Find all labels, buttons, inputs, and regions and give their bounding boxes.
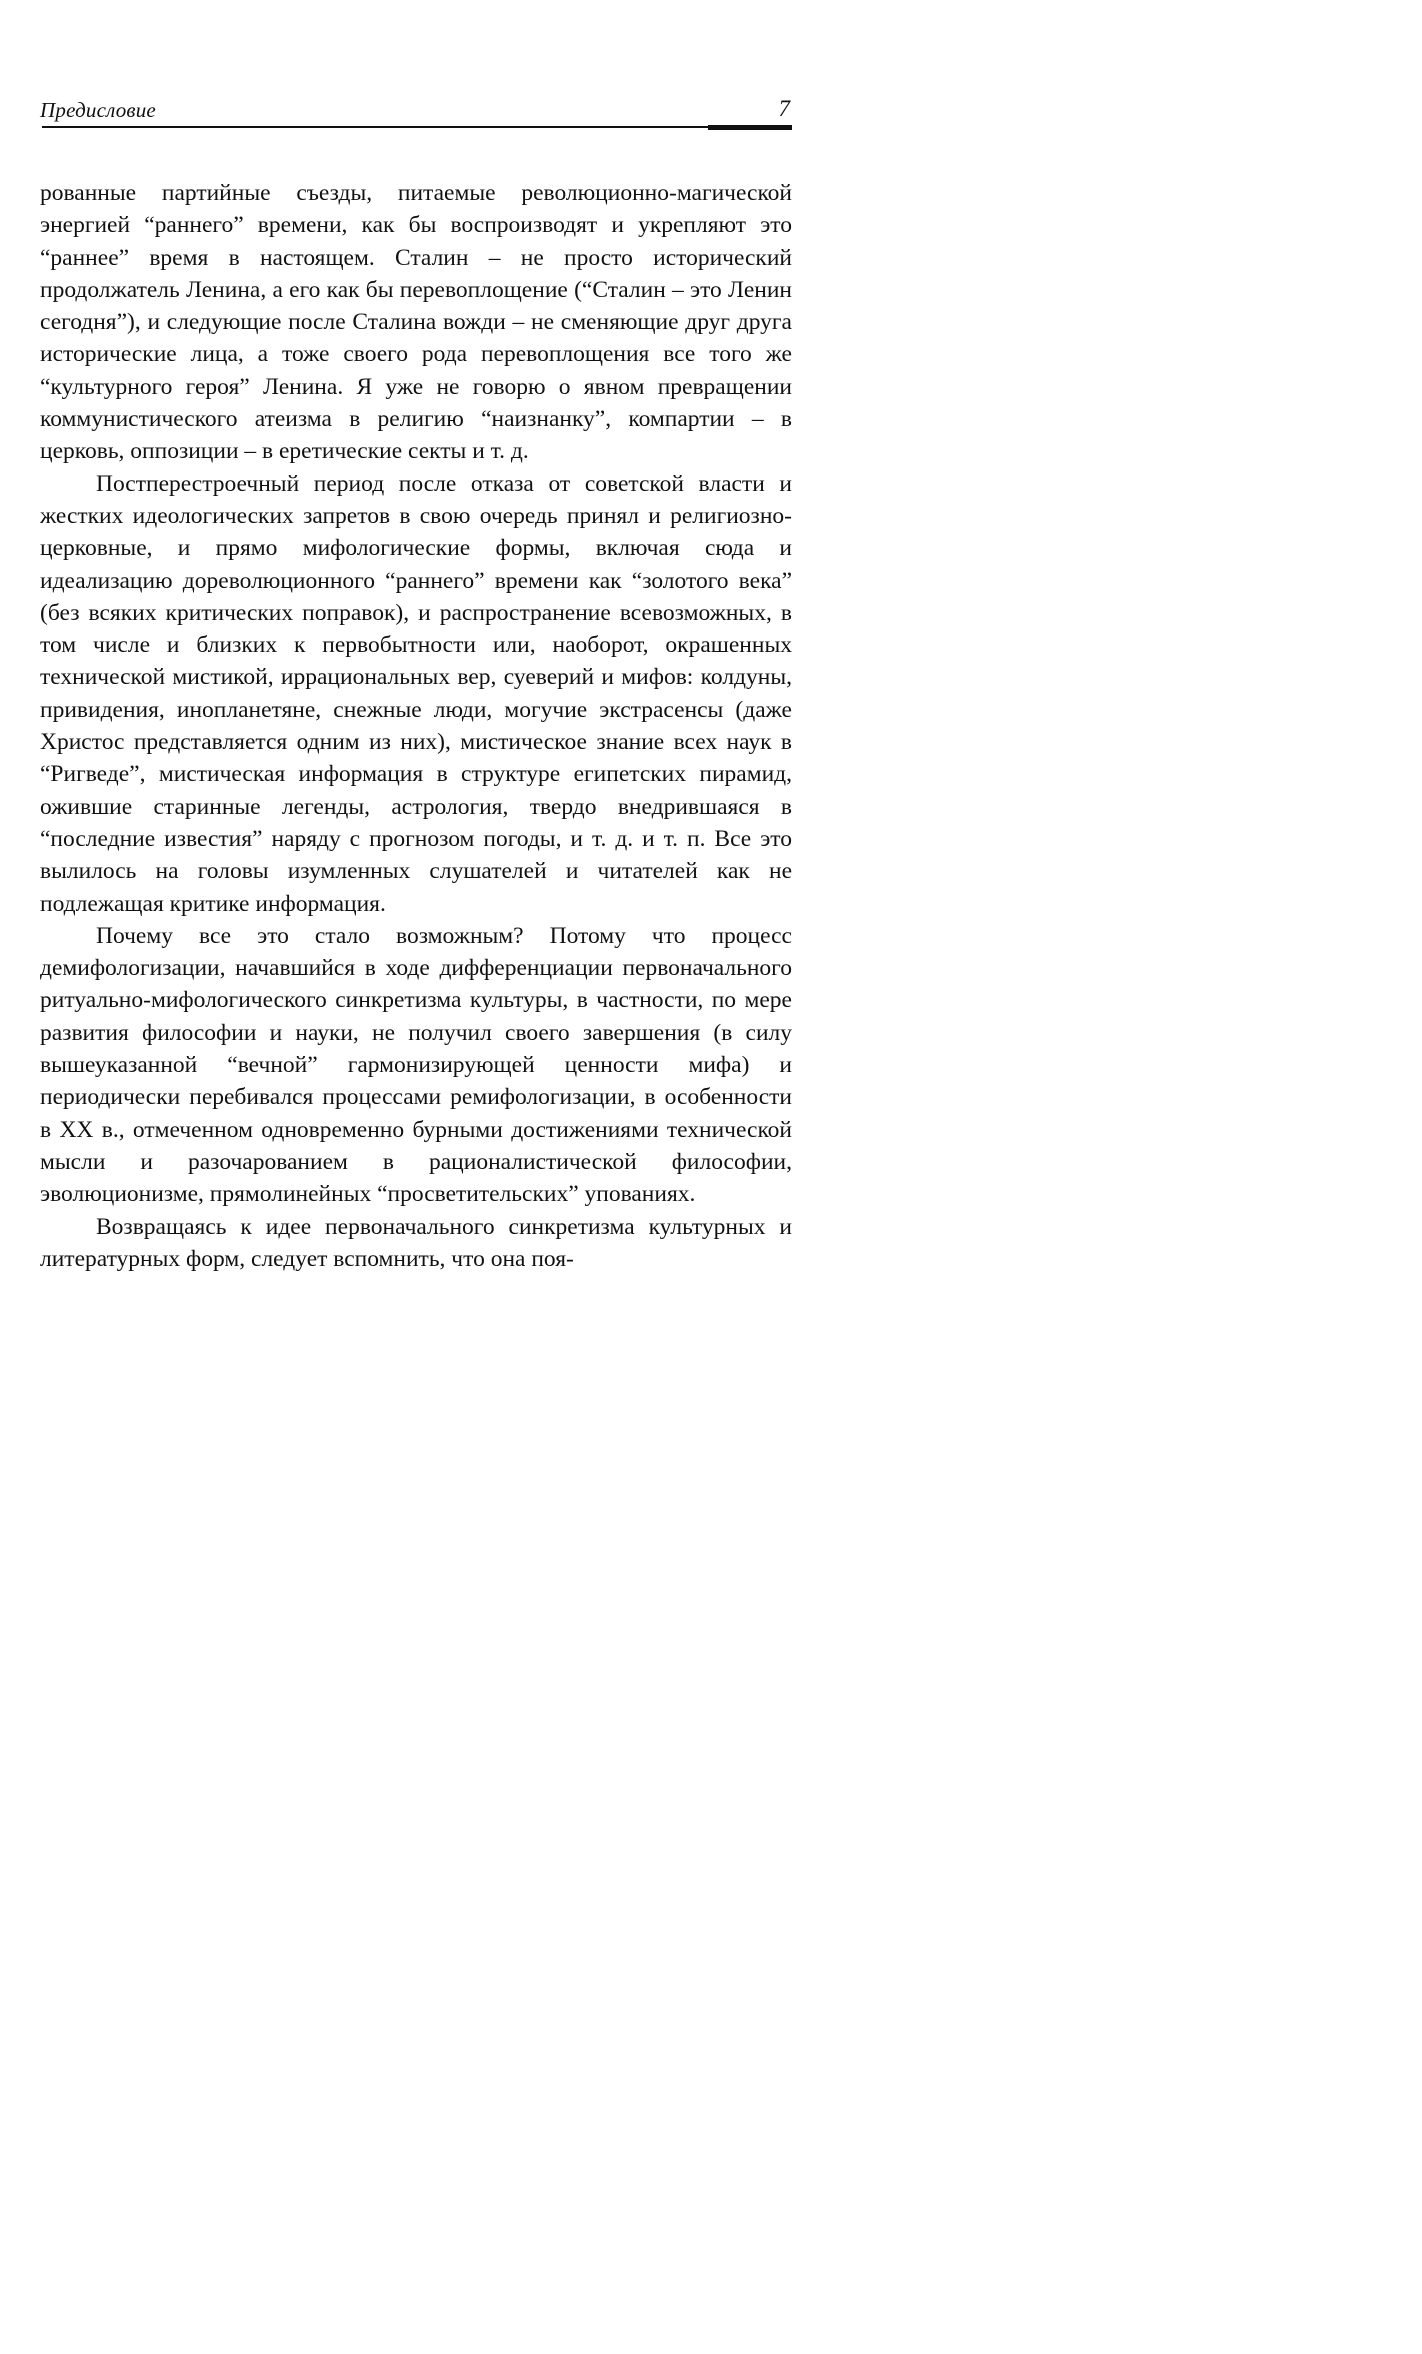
running-header: [40, 92, 792, 132]
paragraph: Постперестроечный период после отказа от советской власти и жестких идеологических запретов в свою очередь принял и религиозно-церковные, и прямо мифологические формы, включая сюда и идеализацию дореволюционного “раннего” времени как “золотого века” (без всяких критических поправок), и распространение всевозможных, в том числе и близких к первобытности или, наоборот, окрашенных технической мистикой, иррациональных вер, суеверий и мифов: колдуны, привидения, инопланетяне, снежные люди, могучие экстрасенсы (даже Христос представляется одним из них), мистическое знание всех наук в “Ригведе”, мистическая информация в структуре египетских пирамид, ожившие старинные легенды, астрология, твердо внедрившаяся в “последние известия” наряду с прогнозом погоды, и т. д. и т. п. Все это вылилось на головы изумленных слушателей и читателей как не подлежащая критике информация.: [40, 470, 792, 917]
page-number: 7: [778, 96, 790, 121]
book-page: [0, 0, 948, 1568]
header-rule-accent: [708, 125, 792, 130]
body-text: [40, 177, 792, 1275]
paragraph-last: Возвращаясь к идее первоначального синкретизма культурных и литературных форм, следует вспомнить, что она поя-: [40, 1213, 792, 1272]
paragraph: Почему все это стало возможным? Потому что процесс демифологизации, начавшийся в ходе дифференциации первоначального ритуально-мифологического синкретизма культуры, в частности, по мере развития философии и науки, не получил своего завершения (в силу вышеуказанной “вечной” гармонизирующей ценности мифа) и периодически перебивался процессами ремифологизации, в особенности в XX в., отмеченном одновременно бурными достижениями технической мысли и разочарованием в рационалистической философии, эволюционизме, прямолинейных “просветительских” упованиях.: [40, 922, 792, 1208]
header-rule: [42, 126, 710, 128]
section-title: Предисловие: [40, 98, 156, 122]
paragraph-continued: рованные партийные съезды, питаемые революционно-магической энергией “раннего” времени, как бы воспроизводят и укрепляют это “раннее” время в настоящем. Сталин – не просто исторический продолжатель Ленина, а его как бы перевоплощение (“Сталин – это Ленин сегодня”), и следующие после Сталина вожди – не сменяющие друг друга исторические лица, а тоже своего рода перевоплощения все того же “культурного героя” Ленина. Я уже не говорю о явном превращении коммунистического атеизма в религию “наизнанку”, компартии – в церковь, оппозиции – в еретические секты и т. д.: [40, 180, 792, 465]
